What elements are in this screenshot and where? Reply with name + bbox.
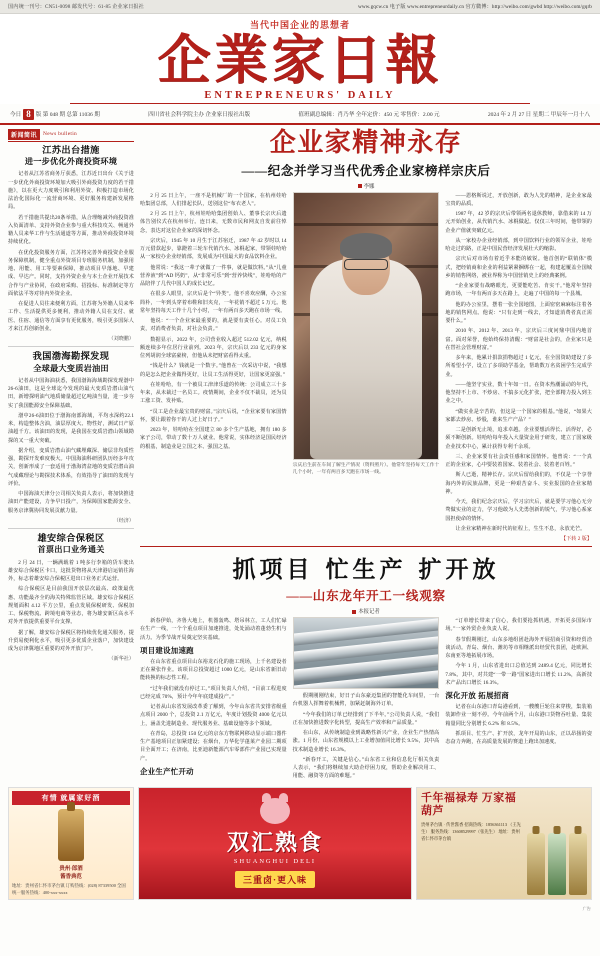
pages-suffix: 版 第 048 期 总第 11036 期 xyxy=(35,112,100,119)
paper-slogan: 当代中国企业的思想者 xyxy=(249,20,350,30)
bottle-icon-1 xyxy=(527,833,545,895)
brief-1-signature: （刘晓鹏） xyxy=(108,336,134,343)
brief-2-p1: 记者从中国海油获悉，我国渤海海域勘探发现渤中26-6油田，这是全球迄今发现的最大变质岩潜山油气田，新增探明油气地质储量超过亿吨油当量，进一步夯实了我国能源安全保障基础。 xyxy=(8,377,134,409)
glasses-icon xyxy=(344,259,388,270)
brief-1-title-line1: 江苏出台措施 xyxy=(42,144,100,155)
f2-p3: 从一家校办企业经销部，到中国饮料行业的领军企业，娃哈哈走过的路，正是中国民营经济发展壮大的缩影。 xyxy=(445,237,593,253)
news-bulletin-label-cn: 新闻简讯 xyxy=(8,129,40,140)
brief-3-body xyxy=(8,559,134,654)
f2c1-p2: “过年我们就没有停过工。”项目负责人介绍，“目前工程进度已经完成 70%，预计今年年底建成投产。” xyxy=(140,685,287,700)
feature-col-1-body xyxy=(140,192,287,451)
brief-3-title-line1: 雄安综合保税区 xyxy=(37,532,105,543)
feature2-intro xyxy=(140,617,287,642)
feature-col-2-body xyxy=(445,192,592,534)
pig-icon xyxy=(260,798,290,824)
f2c1-p3: 记者从山东省发展改革委了解到，今年山东省共安排省级重点项目 2000 个，总投资 2.1 万亿元，年度计划投资 4000 亿元以上，涵盖先进制造业、现代服务业、基础设施等多个领域。 xyxy=(140,704,287,727)
brief-2-p4: 中国海油天津分公司相关负责人表示，将加快推进油田产能建设，力争早日投产，为保障国家能源安全、服务京津冀协同发展贡献力量。 xyxy=(8,491,134,514)
divider-feature-bottom xyxy=(140,546,592,547)
f1-p11: 2023 年，娃哈哈在全国建立 80 多个生产基地，拥有 180 多家子公司，带动了数十万人就业。他常说，实体经济是国民经济的根基，制造业是立国之本、强国之基。 xyxy=(140,427,287,450)
f2c1-p1: 在山东省重点项目山东裕龙石化的施工现场，上千名建设者正在紧张作业。该项目总投资超过 1000 亿元，是山东省新旧动能转换的标志性工程。 xyxy=(140,658,287,682)
f2c2-p3: 在山东，从传统制造业到战略性新兴产业，企业生产热情高涨。1 月份，山东省规模以上工业增加值同比增长 9.5%，其中高技术制造业增长 16.3%。 xyxy=(292,730,440,753)
news-bulletin-header xyxy=(8,129,134,142)
feature-byline-row xyxy=(140,182,592,190)
brief-3-p3: 据了解，雄安综合保税区将持续优化通关服务，提升贸易便利化水平，吸引更多优质企业落户，加快建设成为京津冀地区重要的对外开放门户。 xyxy=(8,629,134,653)
brief-1-p3: 在优化投资服务方面，江苏将完善外商投资企业服务保障机制，健全重点外资项目专班服务机制，加强用地、用能、用工等要素保障，推动项目早落地、早建成、早达产。同时，支持外资企业与本土企业开展技术合作与产业协同，在政府采购、招投标、标准制定等方面依法平等对待内外资企业。 xyxy=(8,249,134,297)
feature2-col-1 xyxy=(140,617,287,783)
f2c3-p1: “订单增长带来了信心，我们要抢抓机遇，开拓更多国际市场。”一家外贸企业负责人说。 xyxy=(445,618,593,633)
brief-2-title-line1: 我国渤海勘探发现 xyxy=(32,351,110,362)
paper-title-english: ENTREPRENEURS' DAILY xyxy=(204,89,396,101)
feature2-byline: 本报记者 xyxy=(358,609,380,616)
feature-subheadline: ——纪念并学习当代优秀企业家榜样宗庆后 xyxy=(241,163,491,178)
f2c2-p4: “新春开工，关键是信心。”山东省工业和信息化厅相关负责人表示，“我们将继续加大助企纾困力度，帮助企业解决用工、用能、融资等方面的难题。” xyxy=(292,756,440,780)
brief-1-title-line2: 进一步优化外商投资环境 xyxy=(24,157,118,167)
pages-number: 8 xyxy=(23,109,34,120)
feature2-sub-2: 企业生产忙开动 xyxy=(140,766,194,776)
feature2-headline: 抓项目 忙生产 扩开放 xyxy=(232,556,500,584)
f2-p13: 斯人已逝，精神长存。宗庆后留给我们的，不仅是一个享誉海内外的民族品牌，更是一种艰苦奋斗、实业报国的企业家精神。 xyxy=(445,472,593,495)
brief-1-p1: 记者从江苏省商务厅获悉，江苏近日出台《关于进一步优化外商投资环境加大吸引外商投资力度的若干措施》，以在更大力度吸引和利用外资、积极打造市场化法治化国际化一流营商环境、更好服务构建新发展格局。 xyxy=(8,171,134,211)
bullet-icon-2 xyxy=(352,610,356,614)
advertisement-row xyxy=(0,783,600,907)
brief-story-3[interactable] xyxy=(8,533,134,663)
brief-1-body xyxy=(8,170,134,333)
feature2-col-3-body-top xyxy=(445,617,592,687)
feature-headline: 企业家精神永存 xyxy=(269,127,463,158)
brief-story-2[interactable] xyxy=(8,351,134,524)
feature-photo-column xyxy=(293,192,440,543)
f2c2-p2: “今年我们的订单已经排到了下半年。”公司负责人说，“我们正在加快推进数字化转型，提高生产效率和产品质量。” xyxy=(292,711,440,726)
photo-hair xyxy=(340,233,392,259)
f2-p2: 1987 年，42 岁的宗庆后带领两名退休教师，靠借来的 14 万元开始创业，从代销汽水、冰棍做起。仅仅三年时间，他带领的企业产值就突破亿元。 xyxy=(445,211,593,234)
feature2-sub-3: 深化开放 拓展招商 xyxy=(445,691,510,701)
ad-mid-brand: 双汇熟食 xyxy=(226,830,323,857)
ad-mid-tagline: 三重卤·更入味 xyxy=(235,871,315,888)
f2-p1: ——恩格斯说过，开放创新，敢为人先的精神，是企业家最宝贵的品质。 xyxy=(445,192,593,207)
feature2-col-1-body xyxy=(140,658,287,763)
portrait-photo xyxy=(293,192,440,460)
f2-p10: “做实业是辛苦的，但这是一个国家的根基。”他说，“如果大家都去炒房、炒股，谁来生产产品？” xyxy=(445,408,593,423)
f1-p7: 数据显示，2022 年，公司营业收入超过 512.02 亿元，纳税额连续多年位居行业前列。2023 年，宗庆后以 233 亿元的身家位列胡润全球富豪榜，但他从未把财富看得太重。 xyxy=(140,336,287,360)
f2c2-p1: 假期刚刚结束，好日子山东豪迈集团的智能化车间里，一台台机器人挥舞着机械臂，加紧赶制海外订单。 xyxy=(292,693,440,708)
publisher-info: 四川省社会科学院主办 企业家日报社出版 xyxy=(148,112,251,119)
main-column xyxy=(140,129,592,783)
photo-caption: 宗庆后生前在车间了解生产情况（资料照片）。他常年坚持每天工作十几个小时，一年有两百多天跑在市场一线。 xyxy=(292,462,440,475)
feature2-columns xyxy=(140,617,592,783)
editor-price-info: 值班副总编辑：肖乃华 全年定价：450 元 零售价：2.00 元 xyxy=(298,112,440,119)
brief-3-p2: 综合保税区是目前我国开放层次最高、政策最优惠、功能最齐全的海关特殊监管区域。雄安综合保税区规划面积 4.12 平方公里，重点发展保税研发、保税加工、保税物流、跨境电商等业态，将为雄安新区高水平对外开放提供重要平台支撑。 xyxy=(8,586,134,626)
f1-p9: 在娃哈哈，有一个被员工津津乐道的传统：公司成立三十多年来，从未裁过一名员工。疫情期间，企业不仅不裁员，还为员工涨工资、发补贴。 xyxy=(140,381,287,405)
f2-p5: “企业家要有战略眼光，更要能吃苦、肯实干。”他常年坚持跑市场，一年有两百多天在路上，走遍了中国的每一个县城。 xyxy=(445,283,593,298)
bullet-icon xyxy=(358,184,362,188)
ad-right-title: 千年福禄寿 万家福葫芦 xyxy=(421,791,517,818)
bottle-icon-2 xyxy=(548,833,566,895)
f1-p6: 他说：“一个企业家最重要的，就是要有责任心。对员工负责，对消费者负责，对社会负责。” xyxy=(140,318,287,333)
f1-p5: 在很多人眼里，宗庆后是个“异类”。他不喜欢应酬，办公室简朴，一年到头穿着布鞋和旧夹克，一年花销不超过 5 万元。他常年坚持每天工作十几个小时，一年有两百多天跑在市场一线。 xyxy=(140,291,287,314)
f2-p6: 他的办公室里，摆着一张全国地图，上面密密麻麻标注着各地的销售网点。他说：“只有走到一线去，才知道消费者真正需要什么。” xyxy=(445,301,593,325)
f2-p14: 今天，我们纪念宗庆后，学习宗庆后，就是要学习他心无旁骛做实业的定力，学习他敢为人先勇创新的锐气，学习他心系家国担使命的情怀。 xyxy=(445,499,593,522)
feature-byline: 李娜 xyxy=(363,183,375,190)
ad-footer-note: 广告 xyxy=(582,906,591,912)
brief-3-p1: 2 月 24 日，一辆满载着 1 吨多行李箱的货车驶出雄安综合保税区卡口，这批货物将从天津港启运销往海外，标志着雄安综合保税区进出口业务正式运营。 xyxy=(8,559,134,583)
issue-info-strip xyxy=(0,106,600,125)
left-column xyxy=(8,129,134,783)
f2c3-p4: 记者在山东港口青岛港看到，一艘艘巨轮往来穿梭，集装箱装卸作业一刻不停。今年前两个月，山东港口货物吞吐量、集装箱量同比分别增长 6.2% 和 8.5%。 xyxy=(445,704,593,727)
title-zone xyxy=(0,31,600,104)
f1-p2: 2 月 25 日上午，杭州娃哈哈集团创始人、董事长宗庆后遗体告别仪式在杭州举行。连日来，无数市民和网友自发前往悼念，表达对这位企业家的深切怀念。 xyxy=(140,211,287,234)
f1-p10: “员工是企业最宝贵的财富。”宗庆后说，“企业家要有家国情怀，要让跟着你干的人过上好日子。” xyxy=(140,408,287,423)
f2-p7: 2010 年、2012 年、2013 年，宗庆后三度问鼎中国内地首富。面对荣誉，他始终保持清醒：“财富是社会的，企业家只是在替社会管理财富。” xyxy=(445,328,593,351)
issue-date: 2024 年 2 月 27 日 星期二 甲辰年一月十八 xyxy=(487,112,590,119)
ad-mid-brand-en: SHUANGHUI DELI xyxy=(233,858,317,866)
feature2-col-2-body xyxy=(293,692,440,781)
f2c3-p2: 春节假期刚过，山东多地组团赴海外开展招商引资和经贸洽谈活动。青岛、烟台、潍坊等市相继派出经贸代表团，赴欧洲、东南亚等地拓展市场。 xyxy=(445,636,593,660)
f2c3-p5: 抓项目、忙生产、扩开放，龙年开局的山东，正以昂扬的姿态奋力奔跑，在高质量发展的赛道上跑出加速度。 xyxy=(445,730,593,746)
f2-p8: 多年来，他累计捐款捐物超过 1 亿元，在全国资助建设了多所希望小学，设立了多项助学基金，帮助数万名贫困学生完成学业。 xyxy=(445,355,593,378)
top-info-bar xyxy=(0,0,600,14)
feature2-sub-1: 项目建设加速跑 xyxy=(140,645,194,655)
brief-3-title-line2: 首票出口业务通关 xyxy=(37,545,105,555)
paper-title: 企業家日報 xyxy=(157,29,443,91)
brief-2-signature: （经济） xyxy=(113,517,134,524)
divider-2 xyxy=(8,528,134,529)
brief-1-p2: 若干措施共提出20条举措，从合理缩减外商投资准入负面清单、支持外资企业参与重大科技攻关、畅通外籍人员来华工作与生活通道等方面，推动外商投资环境持续优化。 xyxy=(8,214,134,246)
bottle-icon-left xyxy=(58,809,84,861)
ad-left-slab: 有情 就属家好酒 xyxy=(12,791,130,805)
ad-right-text xyxy=(421,792,524,896)
f2-intro-p: 新春伊始，齐鲁大地上，机器轰鸣、塔吊林立，工人们忙碌在生产一线，一个个重点项目加速推进，处处涌动着蓬勃生机与活力。为季节战开局奠定坚实基础。 xyxy=(140,618,287,641)
ad-left-line1: 贵州·郎酒 xyxy=(59,865,83,872)
website-info[interactable]: www.gqcw.cn 电子版 www.entrepreneurdaily.cn 官方微博：http://weibo.com/gwbd http://weibo.com/gqrb xyxy=(357,4,592,10)
masthead xyxy=(0,14,600,104)
news-bulletin-label-en: News bulletin xyxy=(43,131,78,138)
brief-2-body xyxy=(8,377,134,515)
divider-1 xyxy=(8,346,134,347)
brief-2-p2: 渤中26-6油田位于渤海南部海域，平均水深约22.1米，构造整体含油，油层厚度大、物性好，测试日产原油超千方。该油田的发现，是我国在变质岩潜山领域勘探的又一重大突破。 xyxy=(8,412,134,444)
f2c3-p3: 今年 1 月，山东省进出口总值达到 2489.4 亿元，同比增长 7.8%。其中，对共建“一带一路”国家进出口增长 11.2%，高新技术产品出口增长 16.3%。 xyxy=(445,663,593,686)
feature2-subheadline: ——山东龙年开工一线观察 xyxy=(286,589,446,604)
feature2-byline-row xyxy=(140,607,592,615)
ad-right-fineprint: 贵州茅台镇 · 传世酱香 招商热线：1856361113 （王先生） 服务热线：13608529997（张先生） 地址：贵州省仁怀市茅台镇 xyxy=(421,822,521,841)
page-content xyxy=(0,125,600,783)
f2-p12: 三、企业家要有社会责任感和家国情怀。他曾说：“一个真正的企业家，心中要装着国家、装着社会、装着老百姓。” xyxy=(445,453,593,469)
f1-p4: 他常说：“我这一辈子就做了一件事，就是做饮料。”从“儿童营养液”到“AD 钙奶”，从“非常可乐”到“营养快线”，娃哈哈的产品陪伴了几代中国人的成长记忆。 xyxy=(140,264,287,288)
brief-story-1[interactable] xyxy=(8,145,134,343)
bottle-icon-3 xyxy=(569,833,587,895)
feature-article-columns xyxy=(140,192,592,543)
bottles-group-right xyxy=(527,792,587,896)
feature2-headline-block[interactable] xyxy=(140,551,592,604)
f2-p11: 二是创新无止境，追求卓越。企业要想活得长、活得好，必须不断创新。娃哈哈每年投入大量资金用于研发，建立了国家级企业技术中心，累计获得专利千余项。 xyxy=(445,427,593,450)
feature2-col-2 xyxy=(293,617,440,783)
ad-left-fineprint: 地址：贵州省仁怀市茅台镇 订购热线：(028) 87339500 全国统一服务热线：400-xxx-xxxx xyxy=(12,882,126,895)
f1-p1: 2 月 25 日上午，一座不是机械厂的一个国家，在杭州娃哈哈集团总部，人们排起长队，送别这位“布衣老人”。 xyxy=(140,192,287,207)
brief-2-title-line2: 全球最大变质岩油田 xyxy=(33,363,109,373)
feature2-col-3 xyxy=(445,617,592,783)
title-divider xyxy=(70,103,530,104)
f1-p8: “钱是什么？钱就是一个数字。”他曾在一次采访中说，“我想的是怎么把企业做得更好，让员工生活得更好，让国家更富强。” xyxy=(140,363,287,378)
brief-1-p4: 在促进人员往来便利方面，江苏将为外籍人员来华工作、生活提供更多便利，推动外籍人员在支付、就医、住宿、通信等方面享有更优服务，吸引更多国际人才来江苏创新创业。 xyxy=(8,301,134,332)
brief-2-p3: 据介绍，变质岩潜山油气藏埋藏深、储层非均质性强，勘探开发难度极大。中国海油科研团队历经多年攻关，创新形成了一套适用于渤海湾盆地的变质岩潜山油气成藏理论与勘探技术体系，有效指导了油田的发现与评价。 xyxy=(8,447,134,487)
f2-p4: 宗庆后对市场有着近乎本能的敏锐。他首创的“联销体”模式，把经销商和企业的利益紧紧捆绑在一起，构建起覆盖全国城乡的销售网络，被业界称为中国营销史上的经典案例。 xyxy=(445,256,593,279)
feature-headline-block[interactable] xyxy=(140,129,592,179)
brief-3-signature: （新华社） xyxy=(108,656,134,663)
feature-col-1 xyxy=(140,192,287,543)
feature-col-2 xyxy=(445,192,592,543)
ad-shuanghui-middle[interactable] xyxy=(138,787,412,901)
f2-p9: ——他坚守实业，数十年如一日。在资本热潮涌动的年代，他坚持不上市、不炒房、不搞多元化扩张，把全部精力投入到主业之中。 xyxy=(445,381,593,405)
f1-p3: 宗庆后，1945 年 10 月生于江苏宿迁，1987 年 42 岁时以 14 万元借款起步，靠蹬着三轮车代销汽水、冰棍起家，带领娃哈哈从一家校办企业经销部，发展成为中国最大的食品饮料企业。 xyxy=(140,237,287,261)
ad-liquor-left[interactable] xyxy=(8,787,134,901)
ad-left-line2: 酱香典范 xyxy=(60,873,82,880)
feature2-col-3-body-bottom xyxy=(445,703,592,746)
f2c1-p4: 在青岛，总投资 150 亿元的京东方物联网移动显示端口器件生产基地项目正加紧建设；在烟台，万华化学蓬莱产业园二期项目全面开工；在济南，比亚迪新能源汽车零部件产业园已实现量产。 xyxy=(140,730,287,762)
pages-prefix: 今日 xyxy=(10,112,22,119)
continued-note[interactable]: 【下转 2 版】 xyxy=(560,536,593,543)
ad-liquor-right[interactable] xyxy=(416,787,592,901)
factory-photo xyxy=(293,617,440,689)
page-count-block xyxy=(10,109,100,120)
registration-info: 国内统一刊号：CN51-0098 邮发代号：61-85 企业家日报社 xyxy=(8,4,144,10)
f2-p15: 让企业家精神在新时代的征程上，生生不息，永放光芒。 xyxy=(455,525,586,532)
